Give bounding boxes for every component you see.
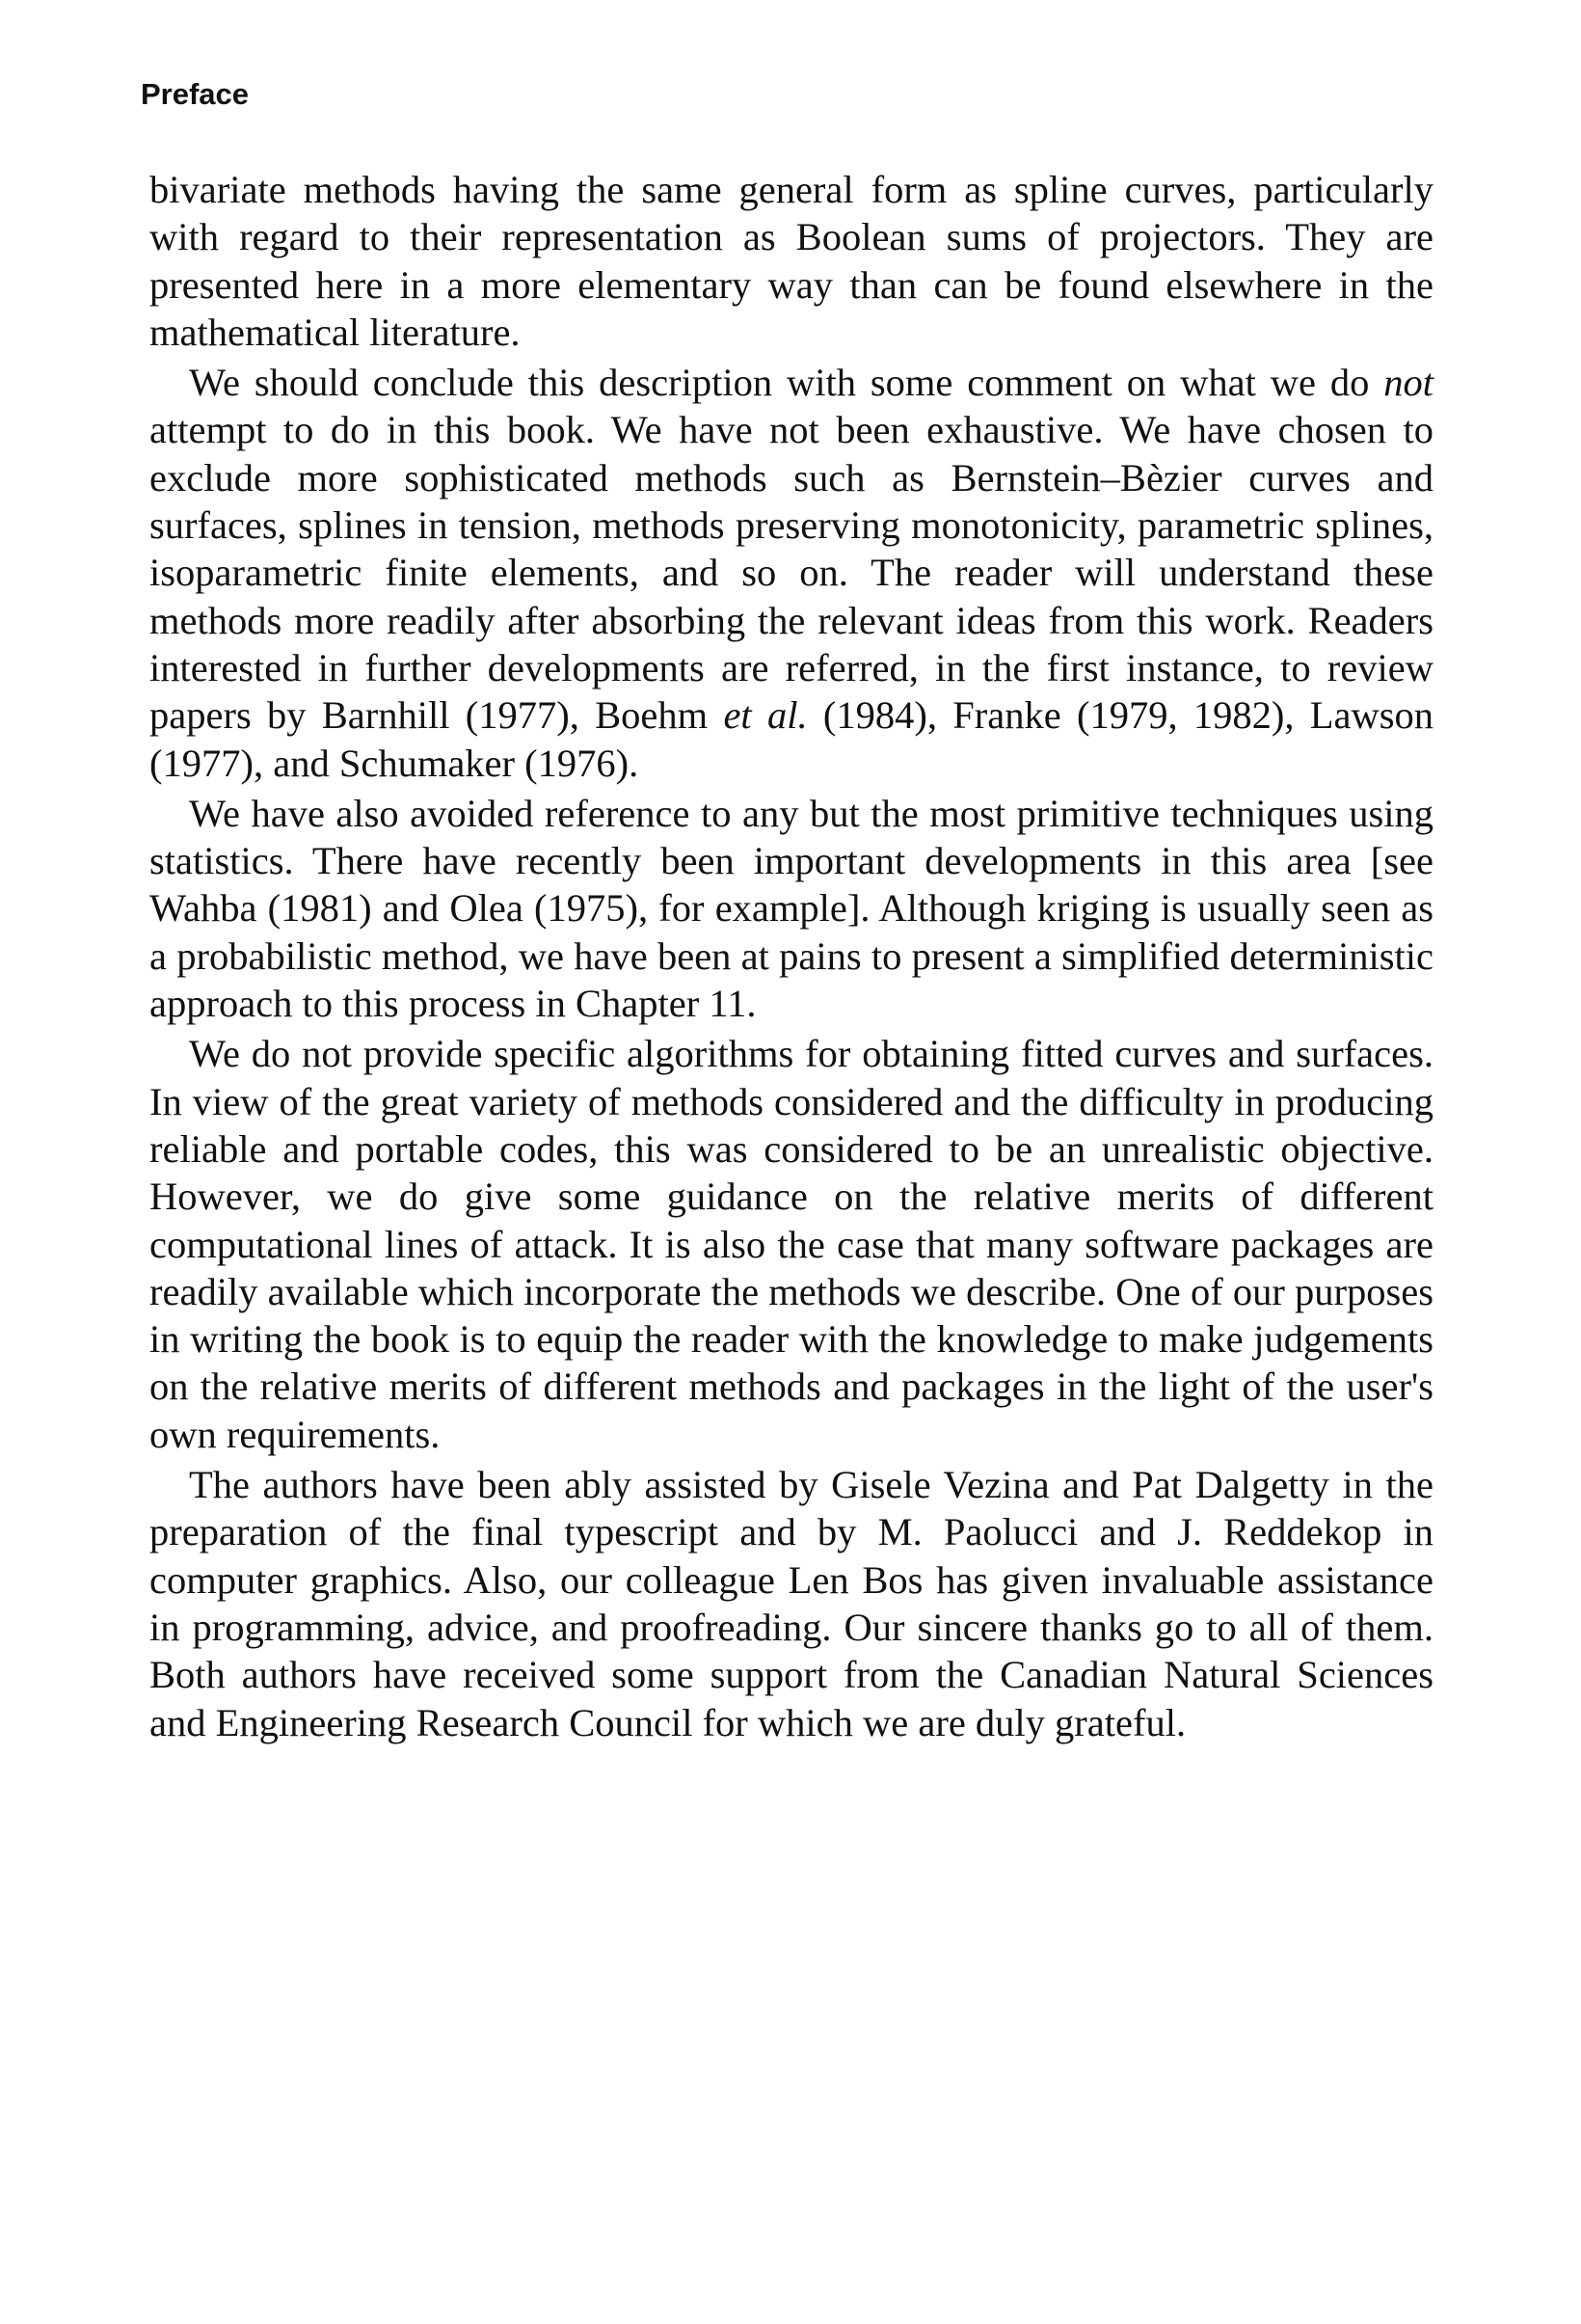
emphasis-et-al: et al.	[723, 693, 808, 738]
running-head: Preface	[141, 77, 250, 111]
paragraph-text-part: attempt to do in this book. We have not been exhaustive. We have chosen to exclude more sophisticated methods such as Bernstein–Bèzier curves and surfaces, splines in tension, methods preserving monotonicity, parametric splines, isoparametric finite elements, and so on. The reader will understand these methods more readily after absorbing the relevant ideas from this work. Readers interested in further developments are referred, in the first instance, to review papers by Barnhill (1977), Boehm	[149, 408, 1434, 738]
paragraph-acknowledgements: The authors have been ably assisted by Gisele Vezina and Pat Dalgetty in the preparation of the final typescript and by M. Paolucci and J. Reddekop in computer graphics. Also, our colleague Len Bos has given invaluable assistance in programming, advice, and proofreading. Our sincere thanks go to all of them. Both authors have received some support from the Canadian Natural Sciences and Engineering Research Council for which we are duly grateful.	[149, 1463, 1434, 1744]
preface-body	[149, 166, 1434, 1746]
paragraph-bivariate-methods: bivariate methods having the same general form as spline curves, particularly with regard to their representation as Boolean sums of projectors. They are presented here in a more elementary way than can be found elsewhere in the mathematical literature.	[149, 168, 1434, 354]
paragraph-statistics: We have also avoided reference to any but the most primitive techniques using statistics. There have recently been important developments in this area [see Wahba (1981) and Olea (1975), for example]. Although kriging is usually seen as a probabilistic method, we have been at pains to present a simplified deterministic approach to this process in Chapter 11.	[149, 791, 1434, 1026]
paragraph-algorithms: We do not provide specific algorithms for obtaining fitted curves and surfaces. In view of the great variety of methods considered and the difficulty in producing reliable and portable codes, this was considered to be an unrealistic objective. However, we do give some guidance on the relative merits of different computational lines of attack. It is also the case that many software packages are readily available which incorporate the methods we describe. One of our purposes in writing the book is to equip the reader with the knowledge to make judgements on the relative merits of different methods and packages in the light of the user's own requirements.	[149, 1032, 1434, 1456]
paragraph-text-part: We should conclude this description with some comment on what we do	[189, 361, 1384, 405]
emphasis-not: not	[1383, 361, 1434, 405]
paragraph-scope-exclusions	[149, 359, 1434, 787]
paragraph-text-part: (1984), Franke (1979, 1982), Lawson (1977), and Schumaker (1976).	[149, 693, 1434, 785]
